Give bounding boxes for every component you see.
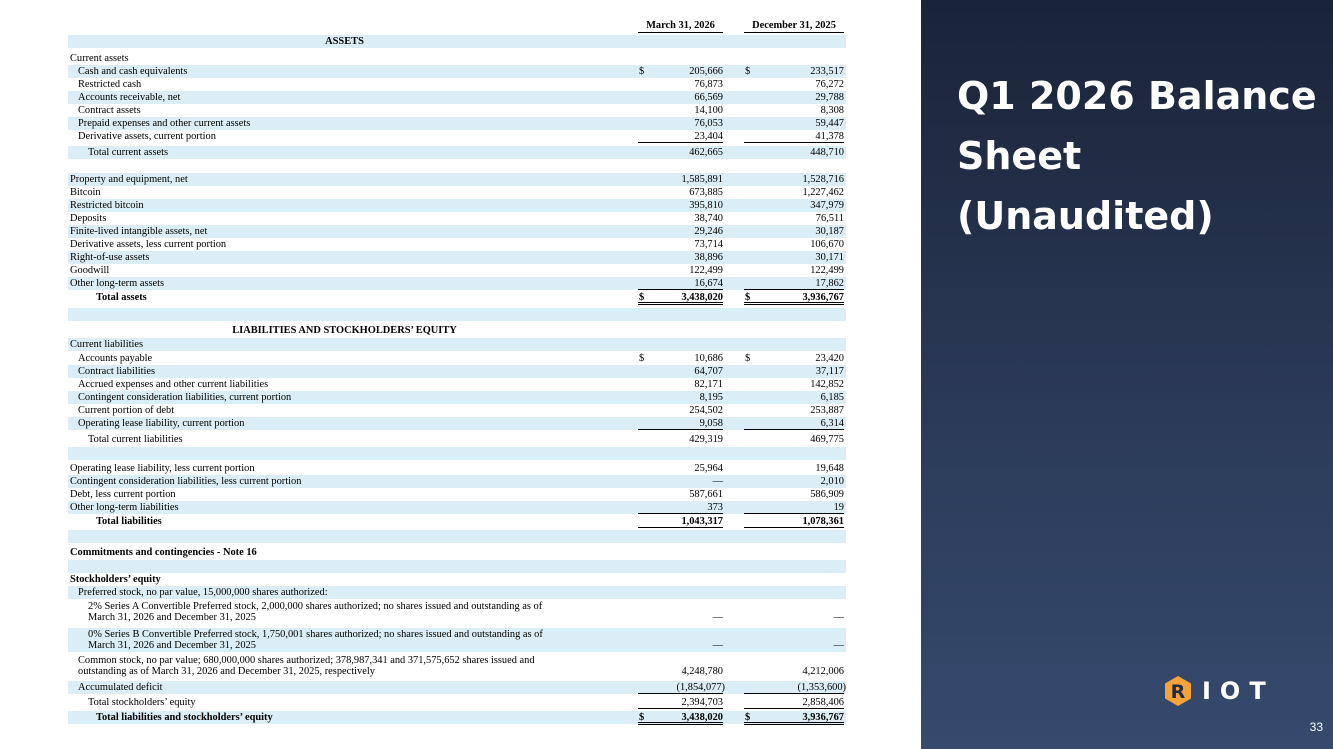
underline (744, 681, 844, 694)
value-march: 29,246 (694, 226, 723, 237)
section-liabilities-title: LIABILITIES AND STOCKHOLDERS’ EQUITY (232, 325, 457, 336)
title-panel (921, 0, 1333, 749)
value-march: 2,394,703 (681, 697, 723, 708)
row-spacer (68, 447, 846, 460)
value-december: 59,447 (815, 118, 844, 129)
row-label: Accumulated deficit (78, 682, 163, 693)
underline (638, 130, 723, 143)
value-december: 122,499 (810, 265, 844, 276)
row-total-liabilities (68, 515, 846, 528)
row-label: Other long-term liabilities (70, 502, 179, 513)
column-header-december: December 31, 2025 (744, 19, 844, 33)
value-march: 4,248,780 (681, 666, 723, 677)
value-december: 106,670 (810, 239, 844, 250)
row-label: Total current liabilities (88, 434, 183, 445)
value-december: — (833, 612, 844, 623)
underline (638, 417, 723, 430)
value-march: 122,499 (689, 265, 723, 276)
column-header-march: March 31, 2026 (638, 19, 723, 33)
value-march: 66,569 (694, 92, 723, 103)
row-label-line-2: March 31, 2026 and December 31, 2025 (88, 640, 256, 651)
page-number: 33 (1309, 720, 1323, 734)
value-march: 1,585,891 (681, 174, 723, 185)
value-march: 254,502 (689, 405, 723, 416)
row-contingent-noncurrent (68, 475, 846, 488)
value-march: 23,404 (694, 131, 723, 142)
value-march: 8,195 (699, 392, 723, 403)
underline (744, 501, 844, 514)
row-label-line-2: March 31, 2026 and December 31, 2025 (88, 612, 256, 623)
row-debt-noncurrent (68, 488, 846, 501)
value-december: 8,308 (820, 105, 844, 116)
value-march: 76,873 (694, 79, 723, 90)
row-label: Right-of-use assets (70, 252, 150, 263)
row-bitcoin (68, 186, 846, 199)
value-march: 205,666 (689, 66, 723, 77)
double-underline (638, 291, 723, 305)
value-march: 10,686 (694, 353, 723, 364)
row-accrued (68, 378, 846, 391)
double-underline (744, 711, 844, 725)
value-march: — (712, 476, 723, 487)
underline (744, 515, 844, 528)
dollar-sign: $ (639, 353, 645, 364)
underline (638, 277, 723, 290)
underline (638, 696, 723, 709)
value-december: 1,078,361 (802, 516, 844, 527)
value-march: 3,438,020 (681, 292, 723, 303)
value-march: 38,896 (694, 252, 723, 263)
value-december: 1,227,462 (802, 187, 844, 198)
row-label: Property and equipment, net (70, 174, 188, 185)
row-label-line-1: 0% Series B Convertible Preferred stock, 1,750,001 shares authorized; no shares issued and outstanding as of (88, 629, 543, 640)
value-december: 347,979 (810, 200, 844, 211)
value-december: 6,185 (820, 392, 844, 403)
row-rou (68, 251, 846, 264)
row-label: Other long-term assets (70, 278, 165, 289)
row-debt-current (68, 404, 846, 417)
value-march: 64,707 (694, 366, 723, 377)
value-march: 673,885 (689, 187, 723, 198)
value-december: 3,936,767 (802, 292, 844, 303)
section-assets-title: ASSETS (325, 36, 364, 47)
row-commitments (68, 546, 846, 559)
row-label: Debt, less current portion (70, 489, 176, 500)
dollar-sign: $ (745, 353, 751, 364)
value-december: 233,517 (810, 66, 844, 77)
underline (638, 515, 723, 528)
row-label: Operating lease liability, less current portion (70, 463, 255, 474)
value-december: 3,936,767 (802, 712, 844, 723)
value-march: 429,319 (689, 434, 723, 445)
value-december: 142,852 (810, 379, 844, 390)
value-december: 6,314 (820, 418, 844, 429)
dollar-sign: $ (745, 292, 751, 303)
value-december: 41,378 (815, 131, 844, 142)
row-contract-liabilities (68, 365, 846, 378)
value-december: 19,648 (815, 463, 844, 474)
row-total-current-liabilities (68, 433, 846, 446)
row-other-lt-assets (68, 277, 846, 290)
slide-title: Q1 2026 Balance Sheet (Unaudited) (957, 74, 1317, 238)
row-spacer (68, 530, 846, 543)
underline (638, 501, 723, 514)
value-march: 73,714 (694, 239, 723, 250)
row-label: Finite-lived intangible assets, net (70, 226, 208, 237)
row-common-stock (68, 654, 846, 678)
value-march: 395,810 (689, 200, 723, 211)
row-contract-assets (68, 104, 846, 117)
row-label: Commitments and contingencies - Note 16 (70, 547, 257, 558)
riot-hexagon-icon (1162, 675, 1194, 707)
row-equity (68, 573, 846, 586)
value-march: 14,100 (694, 105, 723, 116)
section-liabilities (68, 324, 846, 337)
value-december: 76,272 (815, 79, 844, 90)
value-december: 30,171 (815, 252, 844, 263)
value-december: — (833, 640, 844, 651)
underline (744, 277, 844, 290)
value-december: 19 (833, 502, 844, 513)
value-december: 23,420 (815, 353, 844, 364)
underline (744, 130, 844, 143)
value-march: 82,171 (694, 379, 723, 390)
double-underline (744, 291, 844, 305)
section-assets (68, 35, 846, 48)
row-label: Cash and cash equivalents (78, 66, 188, 77)
row-preferred (68, 586, 846, 599)
row-goodwill (68, 264, 846, 277)
value-december: 2,010 (820, 476, 844, 487)
row-intangibles (68, 225, 846, 238)
logo-text: IOT (1202, 677, 1275, 705)
value-march: 1,043,317 (681, 516, 723, 527)
row-label: Contingent consideration liabilities, current portion (78, 392, 292, 403)
row-label: Derivative assets, less current portion (70, 239, 227, 250)
row-accounts-payable (68, 352, 846, 365)
row-label: Preferred stock, no par value, 15,000,000 shares authorized: (78, 587, 328, 598)
row-deposits (68, 212, 846, 225)
row-label: Prepaid expenses and other current assets (78, 118, 251, 129)
value-march: (1,854,077) (676, 682, 725, 693)
row-label: Total current assets (88, 147, 169, 158)
value-march: 25,964 (694, 463, 723, 474)
row-label: Total stockholders’ equity (88, 697, 196, 708)
dollar-sign: $ (745, 66, 751, 77)
row-series-b (68, 628, 846, 652)
row-accounts-receivable (68, 91, 846, 104)
row-accumulated-deficit (68, 681, 846, 694)
value-december: 2,858,406 (802, 697, 844, 708)
row-label: Accounts payable (78, 353, 153, 364)
value-march: 3,438,020 (681, 712, 723, 723)
value-march: 38,740 (694, 213, 723, 224)
double-underline (638, 711, 723, 725)
row-label: Restricted bitcoin (70, 200, 144, 211)
row-label: Current liabilities (70, 339, 144, 350)
row-label: Total assets (96, 292, 147, 303)
row-spacer (68, 560, 846, 573)
row-label: Accrued expenses and other current liabilities (78, 379, 269, 390)
underline (638, 681, 723, 694)
row-current-assets (68, 52, 846, 65)
value-march: — (712, 612, 723, 623)
row-lease-current (68, 417, 846, 430)
row-label: Restricted cash (78, 79, 142, 90)
dollar-sign: $ (639, 66, 645, 77)
row-label: Deposits (70, 213, 107, 224)
row-series-a (68, 600, 846, 624)
row-total-current-assets (68, 146, 846, 159)
row-restricted-cash (68, 78, 846, 91)
value-december: 253,887 (810, 405, 844, 416)
dollar-sign: $ (639, 292, 645, 303)
row-current-liabilities (68, 338, 846, 351)
row-label: Accounts receivable, net (78, 92, 181, 103)
value-december: 469,775 (810, 434, 844, 445)
row-label-line-1: Common stock, no par value; 680,000,000 shares authorized; 378,987,341 and 371,575,652 shares issued and (78, 655, 535, 666)
row-label: Bitcoin (70, 187, 101, 198)
row-total-equity (68, 696, 846, 709)
underline (744, 696, 844, 709)
row-spacer (68, 159, 846, 172)
row-label: Derivative assets, current portion (78, 131, 216, 142)
row-derivative-noncurrent (68, 238, 846, 251)
row-total-liab-equity (68, 711, 846, 724)
row-label: Goodwill (70, 265, 110, 276)
value-march: 76,053 (694, 118, 723, 129)
riot-logo (1162, 674, 1292, 708)
row-label: Stockholders’ equity (70, 574, 161, 585)
row-restricted-bitcoin (68, 199, 846, 212)
row-total-assets (68, 291, 846, 304)
value-march: 462,665 (689, 147, 723, 158)
row-label: Contingent consideration liabilities, less current portion (70, 476, 302, 487)
value-march: 9,058 (699, 418, 723, 429)
value-december: 37,117 (815, 366, 844, 377)
row-other-lt-liabilities (68, 501, 846, 514)
row-contingent-current (68, 391, 846, 404)
underline (744, 417, 844, 430)
row-label: Contract assets (78, 105, 141, 116)
value-december: 4,212,006 (802, 666, 844, 677)
row-derivative-current (68, 130, 846, 143)
value-march: 16,674 (694, 278, 723, 289)
row-label: Operating lease liability, current portion (78, 418, 245, 429)
value-december: 29,788 (815, 92, 844, 103)
value-december: 76,511 (815, 213, 844, 224)
row-ppe (68, 173, 846, 186)
row-prepaid (68, 117, 846, 130)
column-header-row (68, 19, 846, 32)
row-label: Total liabilities and stockholders’ equity (96, 712, 273, 723)
row-label: Contract liabilities (78, 366, 156, 377)
value-december: 1,528,716 (802, 174, 844, 185)
value-december: (1,353,600) (797, 682, 846, 693)
row-label: Current portion of debt (78, 405, 175, 416)
row-label-line-2: outstanding as of March 31, 2026 and December 31, 2025, respectively (78, 666, 375, 677)
row-label: Total liabilities (96, 516, 162, 527)
balance-sheet-table (68, 19, 846, 729)
value-march: — (712, 640, 723, 651)
dollar-sign: $ (745, 712, 751, 723)
dollar-sign: $ (639, 712, 645, 723)
value-december: 17,862 (815, 278, 844, 289)
row-label-line-1: 2% Series A Convertible Preferred stock, 2,000,000 shares authorized; no shares issued and outstanding as of (88, 601, 543, 612)
row-label: Current assets (70, 53, 129, 64)
row-spacer (68, 308, 846, 321)
value-december: 586,909 (810, 489, 844, 500)
value-march: 587,661 (689, 489, 723, 500)
value-december: 448,710 (810, 147, 844, 158)
logo-mark-letter: R (1170, 681, 1186, 703)
row-lease-noncurrent (68, 462, 846, 475)
value-march: 373 (707, 502, 723, 513)
row-cash (68, 65, 846, 78)
value-december: 30,187 (815, 226, 844, 237)
